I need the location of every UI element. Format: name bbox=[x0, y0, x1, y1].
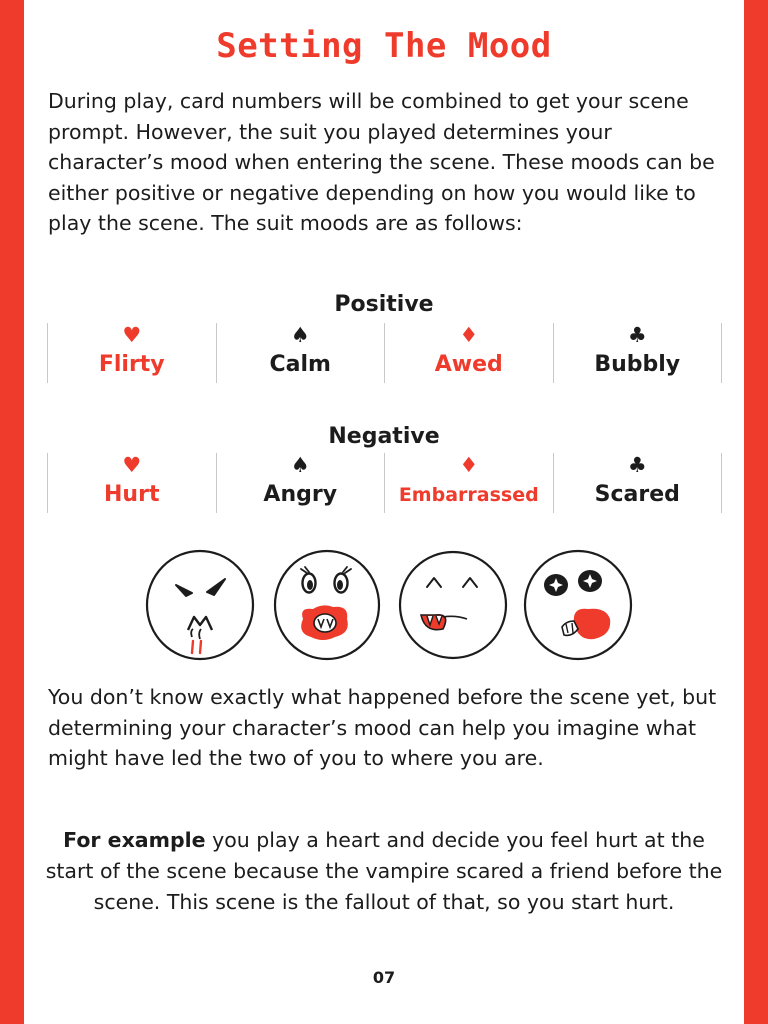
right-border-bar bbox=[744, 0, 768, 1024]
mood-cell-diamond bbox=[384, 323, 553, 383]
diamond-icon: ♦ bbox=[459, 453, 479, 477]
mood-cell-club bbox=[553, 323, 723, 383]
page-number: 07 bbox=[372, 968, 396, 987]
positive-mood-row bbox=[47, 323, 722, 383]
intro-paragraph: During play, card numbers will be combined to get your scene prompt. However, the suit you played determines your character’s mood when entering the scene. These moods can be either positive or negative depending on how you would like to play the scene. The suit moods are as follows: bbox=[48, 89, 715, 235]
mood-label: Flirty bbox=[98, 352, 165, 377]
left-border-bar bbox=[0, 0, 24, 1024]
heart-icon: ♥ bbox=[122, 323, 142, 347]
example-lead: For example bbox=[63, 828, 206, 852]
surprised-vampire-face-icon bbox=[267, 545, 387, 665]
mood-label: Calm bbox=[269, 352, 331, 377]
mood-label: Embarrassed bbox=[398, 484, 539, 506]
mood-cell-heart bbox=[47, 323, 216, 383]
mood-label: Scared bbox=[594, 482, 680, 507]
example-text: you play a heart and decide you feel hurt at the start of the scene because the vampire scared a friend before the scene. This scene is the fallout of that, so you start hurt. bbox=[45, 828, 723, 914]
mood-faces bbox=[140, 545, 640, 665]
positive-heading: Positive bbox=[334, 292, 434, 317]
spade-icon: ♠ bbox=[290, 453, 310, 477]
club-icon: ♣ bbox=[627, 453, 647, 477]
mood-cell-spade bbox=[216, 453, 385, 513]
body-paragraph: You don’t know exactly what happened before the scene yet, but determining your character’s mood can help you imagine what might have led the two of you to where you are. bbox=[48, 685, 717, 770]
mood-label: Hurt bbox=[104, 482, 160, 507]
scared-vampire-face-icon bbox=[518, 545, 638, 665]
mood-label: Bubbly bbox=[594, 352, 681, 377]
mood-cell-spade bbox=[216, 323, 385, 383]
page-title: Setting The Mood bbox=[216, 26, 552, 66]
diamond-icon: ♦ bbox=[459, 323, 479, 347]
mood-cell-diamond bbox=[384, 453, 553, 513]
negative-heading: Negative bbox=[328, 424, 440, 449]
angry-vampire-face-icon bbox=[140, 545, 260, 665]
mood-label: Angry bbox=[263, 482, 338, 507]
mood-cell-club bbox=[553, 453, 723, 513]
club-icon: ♣ bbox=[627, 323, 647, 347]
example-paragraph bbox=[44, 825, 724, 918]
mood-cell-heart bbox=[47, 453, 216, 513]
happy-vampire-face-icon bbox=[393, 545, 513, 665]
negative-mood-row bbox=[47, 453, 722, 513]
heart-icon: ♥ bbox=[122, 453, 142, 477]
spade-icon: ♠ bbox=[290, 323, 310, 347]
mood-label: Awed bbox=[434, 352, 503, 377]
